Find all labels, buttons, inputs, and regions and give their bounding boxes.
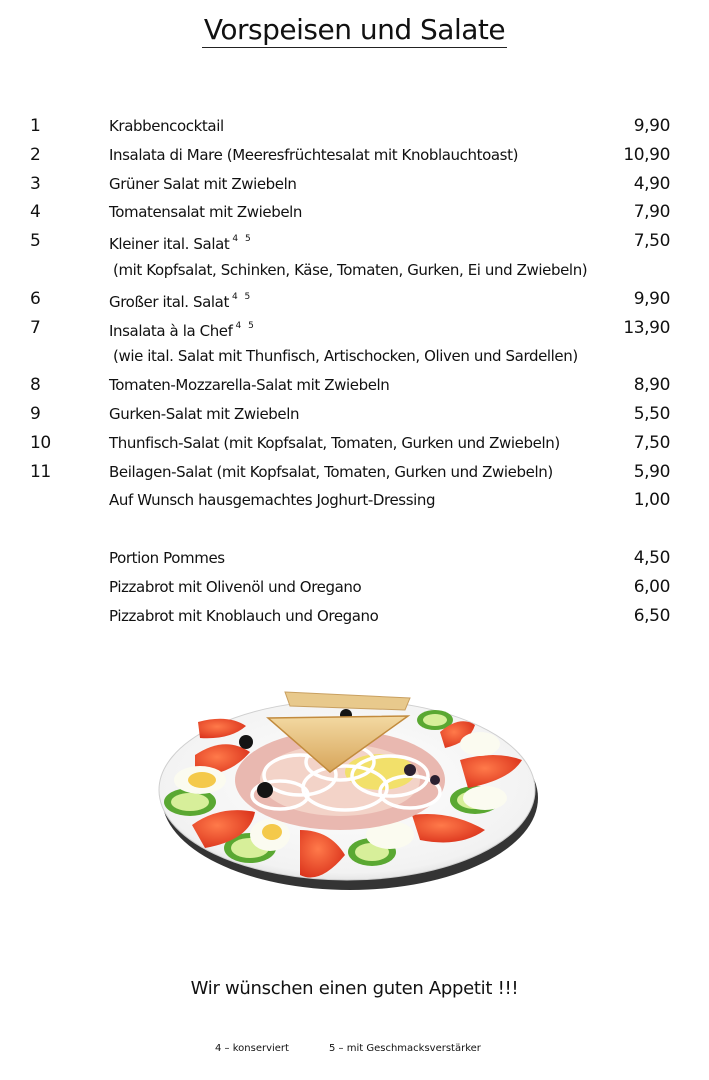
item-number: 6 <box>30 288 41 309</box>
additive-marks: 4 5 <box>231 291 253 302</box>
item-name: Insalata à la Chef $^{4 5}$ <box>109 320 256 340</box>
item-name: Gurken-Salat mit Zwiebeln <box>109 404 300 423</box>
item-name: Insalata di Mare (Meeresfrüchtesalat mit Knoblauchtoast) <box>109 145 519 164</box>
item-description: (mit Kopfsalat, Schinken, Käse, Tomaten, Gurken, Ei und Zwiebeln) <box>113 260 588 279</box>
extra-item <box>0 544 709 573</box>
menu-list <box>0 112 709 630</box>
extra-name: Pizzabrot mit Knoblauch und Oregano <box>109 606 379 625</box>
item-number: 7 <box>30 317 41 338</box>
item-number: 4 <box>30 202 41 223</box>
item-name: Krabbencocktail <box>109 117 224 135</box>
menu-item <box>0 198 709 227</box>
extra-item <box>0 573 709 602</box>
item-number: 2 <box>30 144 41 165</box>
footnote-4: 4 – konserviert <box>215 1043 289 1054</box>
item-name: Großer ital. Salat $^{4 5}$ <box>109 291 253 311</box>
extra-name: Pizzabrot mit Olivenöl und Oregano <box>109 577 362 596</box>
section-gap <box>0 515 709 544</box>
menu-item-description <box>0 342 709 371</box>
menu-item <box>0 429 709 458</box>
item-name: Beilagen-Salat (mit Kopfsalat, Tomaten, Gurken und Zwiebeln) <box>109 462 553 481</box>
page-title-text: Vorspeisen und Salate <box>203 13 506 46</box>
extra-item <box>0 602 709 631</box>
extra-price: 4,50 <box>633 547 670 568</box>
item-name: Tomaten-Mozzarella-Salat mit Zwiebeln <box>109 376 390 395</box>
item-price: 4,90 <box>633 173 670 194</box>
item-name: Kleiner ital. Salat $^{4 5}$ <box>109 234 253 254</box>
item-price: 10,90 <box>623 144 670 165</box>
item-number: 3 <box>30 173 41 194</box>
item-price: 8,90 <box>633 375 670 396</box>
additive-marks: 4 5 <box>232 234 253 245</box>
item-price: 5,90 <box>633 461 670 482</box>
menu-item <box>0 285 709 314</box>
item-name: Auf Wunsch hausgemachtes Joghurt-Dressing <box>109 491 436 510</box>
menu-item <box>0 486 709 515</box>
item-number: 10 <box>30 432 51 453</box>
item-number: 8 <box>30 375 41 396</box>
footnote-5: 5 – mit Geschmacksverstärker <box>329 1043 481 1054</box>
item-name: Thunfisch-Salat (mit Kopfsalat, Tomaten, Gurken und Zwiebeln) <box>109 433 560 452</box>
item-price: 1,00 <box>633 490 670 511</box>
menu-item-description <box>0 256 709 285</box>
item-description: (wie ital. Salat mit Thunfisch, Artischocken, Oliven und Sardellen) <box>113 347 578 366</box>
item-number: 5 <box>30 231 41 252</box>
item-number: 11 <box>30 461 51 482</box>
menu-item <box>0 314 709 343</box>
menu-item <box>0 170 709 199</box>
item-name: Grüner Salat mit Zwiebeln <box>109 174 297 193</box>
item-price: 9,90 <box>633 116 670 136</box>
item-price: 7,50 <box>633 432 670 453</box>
menu-item <box>0 400 709 429</box>
additive-marks: 4 5 <box>235 320 256 331</box>
item-price: 13,90 <box>623 317 670 338</box>
item-price: 7,50 <box>633 231 670 252</box>
item-name: Tomatensalat mit Zwiebeln <box>109 203 303 222</box>
menu-item <box>0 458 709 487</box>
menu-item <box>0 141 709 170</box>
salad-illustration <box>150 680 545 895</box>
menu-item <box>0 112 709 141</box>
salad-plate-photo <box>150 680 545 895</box>
menu-item <box>0 371 709 400</box>
menu-item <box>0 227 709 256</box>
item-price: 9,90 <box>633 288 670 309</box>
extra-name: Portion Pommes <box>109 548 225 567</box>
item-price: 7,90 <box>633 202 670 223</box>
item-price: 5,50 <box>633 403 670 424</box>
extra-price: 6,00 <box>633 576 670 597</box>
page-title <box>0 10 709 50</box>
item-number: 9 <box>30 403 41 424</box>
closing-message: Wir wünschen einen guten Appetit !!! <box>190 978 519 999</box>
item-number: 1 <box>30 116 41 136</box>
extra-price: 6,50 <box>633 605 670 626</box>
